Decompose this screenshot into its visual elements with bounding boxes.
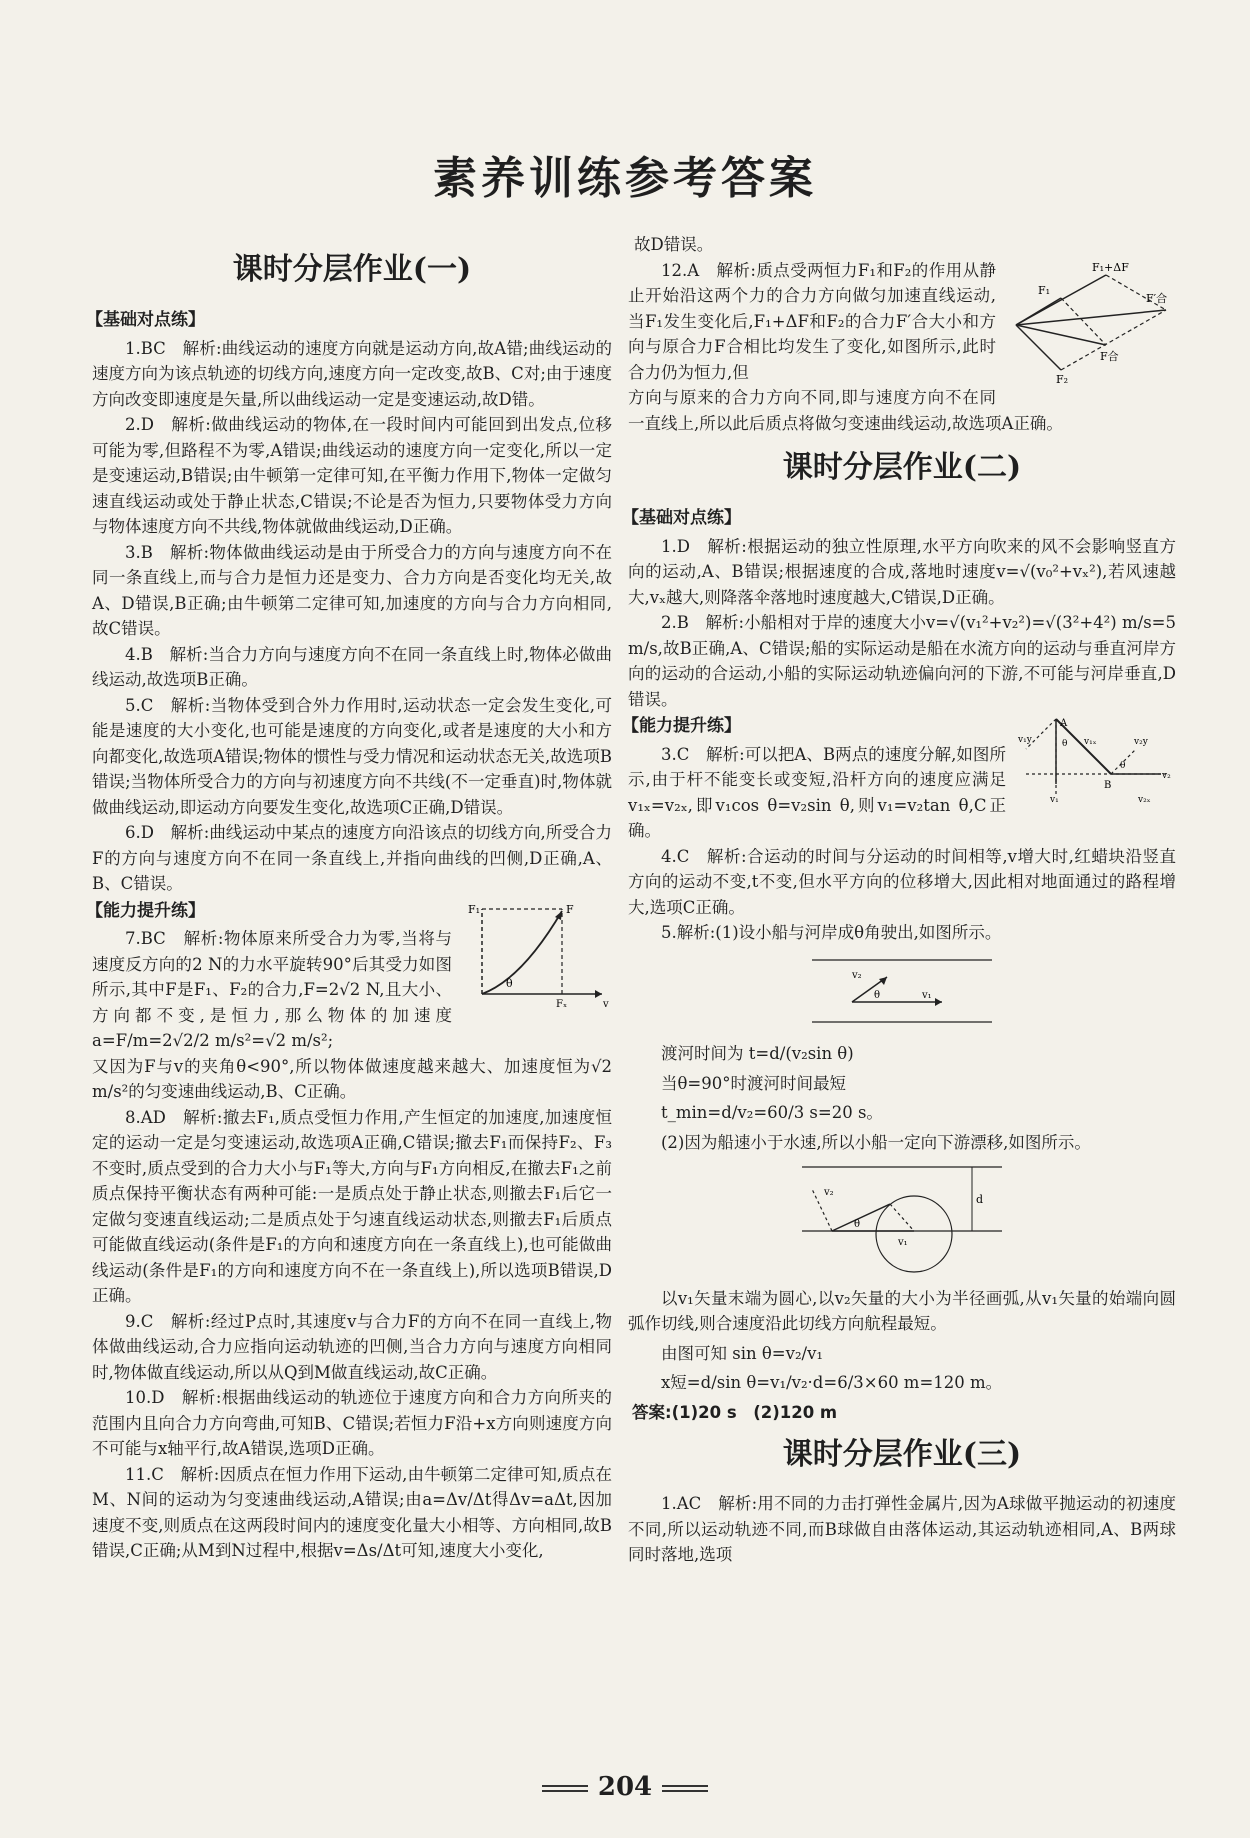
- answer-q3: 3.B 解析:物体做曲线运动是由于所受合力的方向与速度方向不在同一条直线上,而与合力是恒力还是变力、合力方向是否变化均无关,故A、D错误,B正确;由牛顿第二定律可知,加速度的方向与合力方向相同,故C错误。: [92, 542, 612, 638]
- fig3-label-b: B: [1104, 780, 1112, 791]
- left-column: [86, 250, 612, 1564]
- fig5b-label-v1: v₁: [898, 1237, 908, 1248]
- fig7-label-v: v: [603, 998, 609, 1009]
- fig3-label-a: A: [1060, 718, 1068, 729]
- answer-q8: 8.AD 解析:撤去F₁,质点受恒力作用,产生恒定的加速度,加速度恒定的运动一定是匀变速运动,故选项A正确,C错误;撤去F₁而保持F₂、F₃不变时,质点受到的合力大小与F₁等大,方向与F₁方向相反,在撤去F₁之前质点保持平衡状态有两种可能:一是质点处于静止状态,则撤去F₁后它一定做匀变速直线运动;二是质点处于匀速直线运动状态,则撤去F₁后质点可能做直线运动(条件是F₁的方向和速度方向在一条直线上),也可能做曲线运动(条件是F₁的方向和速度方向不在一条直线上),所以选项B错误,D正确。: [92, 1107, 612, 1305]
- fig7-label-theta: θ: [506, 976, 513, 990]
- figure-s2-q5-a: [628, 952, 1176, 1038]
- section-title-2: 课时分层作业(二): [782, 450, 1022, 485]
- fig5a-label-theta: θ: [874, 989, 881, 1001]
- tag-ability-practice-2: 【能力提升练】: [622, 716, 741, 736]
- fig3-label-v2: v₂: [1162, 771, 1171, 781]
- final-answer: 答案:(1)20 s (2)120 m: [632, 1402, 838, 1422]
- answer-q6: 6.D 解析:曲线运动中某点的速度方向沿该点的切线方向,所受合力F的方向与速度方向不在同一条直线上,并指向曲线的凹侧,D正确,A、B、C错误。: [92, 823, 612, 893]
- section-title-1: 课时分层作业(一): [232, 252, 472, 287]
- section-title-3: 课时分层作业(三): [782, 1437, 1022, 1472]
- fig7-label-fx: Fₓ: [556, 998, 568, 1009]
- answer-s2-q2: 2.B 解析:小船相对于岸的速度大小v=√(v₁²+v₂²)=√(3²+4²) m/s=5 m/s,故B正确,A、C错误;船的实际运动是船在水流方向的运动与垂直河岸方向的运动的合运动,小船的实际运动轨迹偏向河的下游,不可能与河岸垂直,D错误。: [628, 613, 1176, 709]
- fig3-label-v2x: v₂ₓ: [1138, 795, 1151, 805]
- page-number: [0, 1772, 1250, 1802]
- fig12-label-f1dF: F₁+ΔF: [1092, 260, 1129, 274]
- answer-s2-q4: 4.C 解析:合运动的时间与分运动的时间相等,v增大时,红蜡块沿竖直方向的运动不变,t不变,但水平方向的位移增大,因此相对地面通过的路程增大,选项C正确。: [628, 846, 1176, 917]
- answer-q12-cont: 方向与原来的合力方向不同,即与速度方向不在同一直线上,所以此后质点将做匀变速曲线运动,故选项A正确。: [628, 388, 1063, 433]
- answer-q7-cont: 又因为F与v的夹角θ<90°,所以物体做速度越来越大、加速度恒为√2 m/s²的匀变速曲线运动,B、C正确。: [92, 1056, 612, 1101]
- fig5a-label-v2: v₂: [852, 969, 862, 981]
- answer-q2: 2.D 解析:做曲线运动的物体,在一段时间内可能回到出发点,位移可能为零,但路程不为零,A错误;曲线运动的速度方向一定变化,所以一定是变速运动,B错误;由牛顿第一定律可知,在平衡力作用下,物体一定做匀速直线运动或处于静止状态,C错误;不论是否为恒力,只要物体受力方向与物体速度方向不共线,物体就做曲线运动,D正确。: [92, 415, 612, 536]
- answer-q5: 5.C 解析:当物体受到合外力作用时,运动状态一定会发生变化,可能是速度的大小变化,也可能是速度的方向变化,或者是速度的大小和方向都变化,故选项A错误;物体的惯性与受力情况和运动状态无关,故选项B错误;当物体所受合力的方向与初速度方向不共线(不一定垂直)时,物体就做曲线运动,即运动方向要发生变化,故选项C正确,D错误。: [92, 695, 612, 817]
- figure-s2-q3-rod: [1016, 714, 1176, 814]
- fig12-label-f-new: F′合: [1146, 291, 1168, 305]
- formula-shortest-path: x短=d/sin θ=v₁/v₂·d=6/3×60 m=120 m。: [661, 1373, 1003, 1392]
- answer-s2-q5: 5.解析:(1)设小船与河岸成θ角驶出,如图所示。: [661, 923, 1002, 942]
- figure-q7-force-diagram: [462, 899, 612, 1017]
- fig3-label-v1x: v₁ₓ: [1084, 737, 1097, 747]
- formula-min-time: t_min=d/v₂=60/3 s=20 s。: [661, 1103, 883, 1122]
- answer-s2-q3: 3.C 解析:可以把A、B两点的速度分解,如图所示,由于杆不能变长或变短,沿杆方向的速度应满足v₁ₓ=v₂ₓ,即v₁cos θ=v₂sin θ,则v₁=v₂tan θ,C正确。: [628, 744, 1006, 840]
- right-column: [622, 232, 1176, 1568]
- page-number-dash-right: [662, 1785, 708, 1792]
- figure-q12-force-diagram: [1006, 260, 1176, 393]
- fig5b-label-theta: θ: [854, 1219, 861, 1230]
- answer-q11-cont: 故D错误。: [634, 235, 714, 254]
- page-number-text: 204: [597, 1772, 653, 1802]
- fig3-label-v1: v₁: [1050, 795, 1059, 805]
- answer-q1: 1.BC 解析:曲线运动的速度方向就是运动方向,故A错;曲线运动的速度方向为该点轨迹的切线方向,速度方向一定改变,故B、C对;由于速度方向改变即速度是矢量,所以曲线运动一定是变速运动,故D错。: [92, 338, 612, 409]
- formula-min-condition: 当θ=90°时渡河时间最短: [661, 1073, 847, 1093]
- fig7-label-f: F: [566, 902, 574, 916]
- fig3-label-v1y: v₁y: [1018, 735, 1032, 745]
- fig3-label-theta2: θ: [1120, 761, 1126, 771]
- fig3-label-theta1: θ: [1062, 739, 1068, 749]
- tag-basic-practice: 【基础对点练】: [86, 310, 205, 330]
- answer-s2-q5-part2: (2)因为船速小于水速,所以小船一定向下游漂移,如图所示。: [661, 1132, 1091, 1152]
- fig12-label-f1: F₁: [1038, 283, 1051, 297]
- page-title: 素养训练参考答案: [433, 153, 817, 204]
- answer-s2-q1: 1.D 解析:根据运动的独立性原理,水平方向吹来的风不会影响竖直方向的运动,A、B错误;根据速度的合成,落地时速度v=√(v₀²+vₓ²),若风速越大,vₓ越大,则降落伞落地时速度越大,C错误,D正确。: [628, 536, 1176, 607]
- answer-s2-q5-part3: 以v₁矢量末端为圆心,以v₂矢量的大小为半径画弧,从v₁矢量的始端向圆弧作切线,则合速度沿此切线方向航程最短。: [628, 1288, 1176, 1333]
- page-number-dash-left: [542, 1785, 588, 1792]
- answer-q9: 9.C 解析:经过P点时,其速度v与合力F的方向不在同一直线上,物体做曲线运动,合力应指向运动轨迹的凹侧,当合力方向与速度方向相同时,物体做直线运动,所以从Q到M做直线运动,故C正确。: [92, 1311, 612, 1382]
- answer-s3-q1: 1.AC 解析:用不同的力击打弹性金属片,因为A球做平抛运动的初速度不同,所以运动轨迹不同,而B球做自由落体运动,其运动轨迹相同,A、B两球同时落地,选项: [628, 1494, 1176, 1564]
- fig7-label-f1: F₁: [468, 902, 481, 916]
- fig3-label-v2y: v₂y: [1134, 737, 1148, 747]
- fig12-label-f-he: F合: [1100, 349, 1119, 363]
- answer-s2-q5-final: [628, 1400, 1176, 1426]
- fig5a-label-v1: v₁: [922, 989, 932, 1001]
- answer-q11: 11.C 解析:因质点在恒力作用下运动,由牛顿第二定律可知,质点在M、N间的运动为匀变速曲线运动,A错误;由a=Δv/Δt得Δv=aΔt,因加速度不变,则质点在这两段时间内的速度变化量大小相等、方向相同,故B错误,C正确;从M到N过程中,根据v=Δs/Δt可知,速度大小变化,: [92, 1464, 612, 1560]
- fig5b-label-d: d: [976, 1193, 984, 1206]
- formula-crossing-time: 渡河时间为 t=d/(v₂sin θ): [661, 1044, 854, 1063]
- tag-basic-practice-2: 【基础对点练】: [622, 508, 741, 528]
- fig5b-label-v2: v₂: [824, 1187, 834, 1198]
- fig12-label-f2: F₂: [1056, 372, 1069, 385]
- figure-s2-q5-b: [628, 1159, 1176, 1282]
- answer-q4: 4.B 解析:当合力方向与速度方向不在同一条直线上时,物体必做曲线运动,故选项B正确。: [92, 644, 612, 689]
- formula-sin-theta: 由图可知 sin θ=v₂/v₁: [661, 1343, 824, 1363]
- answer-q12: 12.A 解析:质点受两恒力F₁和F₂的作用从静止开始沿这两个力的合力方向做匀加速直线运动,当F₁发生变化后,F₁+ΔF和F₂的合力F′合大小和方向与原合力F合相比均发生了变化,如图所示,此时合力仍为恒力,但: [628, 260, 996, 382]
- answer-q7: 7.BC 解析:物体原来所受合力为零,当将与速度反方向的2 N的力水平旋转90°后其受力如图所示,其中F是F₁、F₂的合力,F=2√2 N,且大小、方向都不变,是恒力,那么物体的加速度a=F/m=2√2/2 m/s²=√2 m/s²;: [92, 929, 452, 1050]
- tag-ability-practice: 【能力提升练】: [86, 900, 205, 921]
- answer-q10: 10.D 解析:根据曲线运动的轨迹位于速度方向和合力方向所夹的范围内且向合力方向弯曲,可知B、C错误;若恒力F沿+x方向则速度方向不可能与x轴平行,故A错误,选项D正确。: [92, 1388, 612, 1458]
